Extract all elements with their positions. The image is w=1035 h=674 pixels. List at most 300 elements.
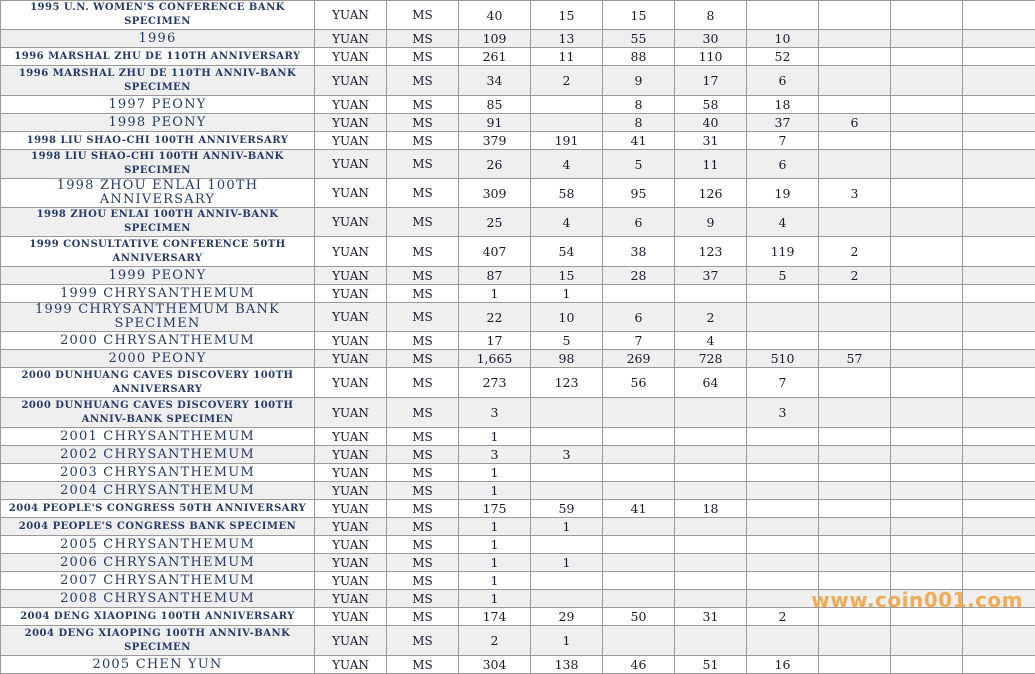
- coin-name-cell: 2000 DUNHUANG CAVES DISCOVERY 100TH ANNIV-BANK SPECIMEN: [1, 398, 315, 428]
- table-row: [1, 368, 1035, 398]
- count-cell: 4: [675, 332, 747, 350]
- table-row: [1, 518, 1035, 536]
- count-cell: [891, 518, 963, 536]
- empty-cell: [963, 48, 1035, 66]
- table-row: [1, 572, 1035, 590]
- count-cell: 5: [531, 332, 603, 350]
- grade-type-cell: MS: [387, 96, 459, 114]
- count-cell: 17: [459, 332, 531, 350]
- count-cell: [819, 48, 891, 66]
- grade-type-cell: MS: [387, 536, 459, 554]
- empty-cell: [963, 208, 1035, 237]
- grade-type-cell: MS: [387, 237, 459, 267]
- unit-cell: YUAN: [315, 464, 387, 482]
- unit-cell: YUAN: [315, 114, 387, 132]
- count-cell: 123: [531, 368, 603, 398]
- grade-type-cell: MS: [387, 368, 459, 398]
- table-row: [1, 132, 1035, 150]
- table-row: [1, 332, 1035, 350]
- count-cell: [675, 590, 747, 608]
- count-cell: [747, 536, 819, 554]
- table-row: [1, 500, 1035, 518]
- count-cell: [819, 150, 891, 179]
- count-cell: 13: [531, 30, 603, 48]
- count-cell: 10: [531, 303, 603, 332]
- count-cell: 28: [603, 267, 675, 285]
- count-cell: 85: [459, 96, 531, 114]
- empty-cell: [963, 179, 1035, 208]
- count-cell: 3: [531, 446, 603, 464]
- count-cell: [603, 464, 675, 482]
- count-cell: [603, 554, 675, 572]
- count-cell: [531, 428, 603, 446]
- count-cell: 6: [603, 208, 675, 237]
- grade-type-cell: MS: [387, 572, 459, 590]
- unit-cell: YUAN: [315, 267, 387, 285]
- count-cell: [747, 428, 819, 446]
- count-cell: [819, 554, 891, 572]
- table-row: [1, 114, 1035, 132]
- count-cell: [603, 398, 675, 428]
- unit-cell: YUAN: [315, 368, 387, 398]
- count-cell: 40: [675, 114, 747, 132]
- grade-type-cell: MS: [387, 132, 459, 150]
- count-cell: 407: [459, 237, 531, 267]
- coin-name-cell: 2005 CHEN YUN: [1, 656, 315, 674]
- count-cell: [819, 208, 891, 237]
- count-cell: 11: [675, 150, 747, 179]
- count-cell: 6: [747, 150, 819, 179]
- count-cell: 175: [459, 500, 531, 518]
- count-cell: [747, 572, 819, 590]
- count-cell: 8: [603, 114, 675, 132]
- count-cell: 1: [531, 626, 603, 656]
- empty-cell: [963, 500, 1035, 518]
- empty-cell: [963, 350, 1035, 368]
- coin-name-cell: 1996: [1, 30, 315, 48]
- unit-cell: YUAN: [315, 500, 387, 518]
- count-cell: [819, 30, 891, 48]
- count-cell: 55: [603, 30, 675, 48]
- count-cell: [531, 96, 603, 114]
- count-cell: [891, 554, 963, 572]
- count-cell: [891, 350, 963, 368]
- count-cell: 87: [459, 267, 531, 285]
- unit-cell: YUAN: [315, 1, 387, 30]
- count-cell: [819, 518, 891, 536]
- coin-name-cell: 2004 PEOPLE'S CONGRESS BANK SPECIMEN: [1, 518, 315, 536]
- unit-cell: YUAN: [315, 30, 387, 48]
- count-cell: 2: [747, 608, 819, 626]
- count-cell: [747, 464, 819, 482]
- count-cell: [891, 332, 963, 350]
- count-cell: 269: [603, 350, 675, 368]
- unit-cell: YUAN: [315, 536, 387, 554]
- count-cell: [819, 464, 891, 482]
- count-cell: 37: [747, 114, 819, 132]
- grade-type-cell: MS: [387, 1, 459, 30]
- count-cell: 2: [675, 303, 747, 332]
- empty-cell: [963, 656, 1035, 674]
- count-cell: 4: [747, 208, 819, 237]
- count-cell: [819, 428, 891, 446]
- count-cell: [891, 572, 963, 590]
- count-cell: [747, 500, 819, 518]
- coin-name-cell: 1998 LIU SHAO-CHI 100TH ANNIV-BANK SPECIMEN: [1, 150, 315, 179]
- table-row: [1, 48, 1035, 66]
- count-cell: 123: [675, 237, 747, 267]
- count-cell: [531, 536, 603, 554]
- count-cell: [891, 303, 963, 332]
- count-cell: 3: [747, 398, 819, 428]
- grade-type-cell: MS: [387, 554, 459, 572]
- unit-cell: YUAN: [315, 590, 387, 608]
- count-cell: [819, 285, 891, 303]
- table-row: [1, 446, 1035, 464]
- grade-type-cell: MS: [387, 626, 459, 656]
- count-cell: 26: [459, 150, 531, 179]
- table-row: [1, 303, 1035, 332]
- count-cell: [819, 1, 891, 30]
- count-cell: 9: [675, 208, 747, 237]
- count-cell: 6: [747, 66, 819, 96]
- count-cell: [603, 446, 675, 464]
- count-cell: [603, 518, 675, 536]
- count-cell: 58: [675, 96, 747, 114]
- count-cell: 91: [459, 114, 531, 132]
- table-row: [1, 428, 1035, 446]
- count-cell: 54: [531, 237, 603, 267]
- coin-name-cell: 1999 CHRYSANTHEMUM: [1, 285, 315, 303]
- empty-cell: [963, 464, 1035, 482]
- grade-type-cell: MS: [387, 114, 459, 132]
- table-row: [1, 30, 1035, 48]
- count-cell: [891, 237, 963, 267]
- count-cell: 16: [747, 656, 819, 674]
- count-cell: 1: [459, 482, 531, 500]
- unit-cell: YUAN: [315, 572, 387, 590]
- grade-type-cell: MS: [387, 30, 459, 48]
- count-cell: 261: [459, 48, 531, 66]
- count-cell: 379: [459, 132, 531, 150]
- table-row: [1, 179, 1035, 208]
- count-cell: [675, 536, 747, 554]
- coin-name-cell: 2008 CHRYSANTHEMUM: [1, 590, 315, 608]
- grade-type-cell: MS: [387, 500, 459, 518]
- empty-cell: [963, 303, 1035, 332]
- count-cell: 95: [603, 179, 675, 208]
- count-cell: 1: [531, 518, 603, 536]
- count-cell: [891, 536, 963, 554]
- unit-cell: YUAN: [315, 350, 387, 368]
- count-cell: 1: [531, 285, 603, 303]
- empty-cell: [963, 482, 1035, 500]
- count-cell: [819, 572, 891, 590]
- unit-cell: YUAN: [315, 554, 387, 572]
- empty-cell: [963, 237, 1035, 267]
- table-row: [1, 464, 1035, 482]
- count-cell: [819, 626, 891, 656]
- count-cell: 10: [747, 30, 819, 48]
- count-cell: [819, 132, 891, 150]
- empty-cell: [963, 428, 1035, 446]
- empty-cell: [963, 150, 1035, 179]
- grade-type-cell: MS: [387, 446, 459, 464]
- count-cell: 11: [531, 48, 603, 66]
- empty-cell: [963, 132, 1035, 150]
- count-cell: 34: [459, 66, 531, 96]
- coin-name-cell: 1999 CONSULTATIVE CONFERENCE 50TH ANNIVERSARY: [1, 237, 315, 267]
- unit-cell: YUAN: [315, 518, 387, 536]
- count-cell: 7: [747, 368, 819, 398]
- count-cell: [891, 626, 963, 656]
- table-row: [1, 267, 1035, 285]
- table-row: [1, 285, 1035, 303]
- count-cell: [675, 626, 747, 656]
- count-cell: [603, 590, 675, 608]
- count-cell: 31: [675, 132, 747, 150]
- site-watermark: www.coin001.com: [811, 588, 1023, 612]
- count-cell: 57: [819, 350, 891, 368]
- count-cell: [891, 500, 963, 518]
- coin-name-cell: 2003 CHRYSANTHEMUM: [1, 464, 315, 482]
- count-cell: [603, 482, 675, 500]
- count-cell: [891, 132, 963, 150]
- grade-type-cell: MS: [387, 179, 459, 208]
- grade-type-cell: MS: [387, 590, 459, 608]
- count-cell: 1: [459, 428, 531, 446]
- count-cell: 2: [531, 66, 603, 96]
- count-cell: [819, 368, 891, 398]
- count-cell: [891, 398, 963, 428]
- count-cell: [891, 428, 963, 446]
- count-cell: 40: [459, 1, 531, 30]
- grade-type-cell: MS: [387, 267, 459, 285]
- count-cell: [819, 656, 891, 674]
- count-cell: [819, 332, 891, 350]
- count-cell: [531, 482, 603, 500]
- count-cell: [675, 285, 747, 303]
- count-cell: 31: [675, 608, 747, 626]
- table-row: [1, 350, 1035, 368]
- count-cell: 4: [531, 208, 603, 237]
- empty-cell: [963, 332, 1035, 350]
- grade-type-cell: MS: [387, 66, 459, 96]
- grade-type-cell: MS: [387, 518, 459, 536]
- grade-type-cell: MS: [387, 656, 459, 674]
- count-cell: [603, 572, 675, 590]
- count-cell: [891, 66, 963, 96]
- table-row: [1, 96, 1035, 114]
- count-cell: 126: [675, 179, 747, 208]
- count-cell: [891, 208, 963, 237]
- count-cell: [531, 398, 603, 428]
- count-cell: [747, 518, 819, 536]
- unit-cell: YUAN: [315, 446, 387, 464]
- count-cell: [675, 464, 747, 482]
- empty-cell: [963, 66, 1035, 96]
- count-cell: 46: [603, 656, 675, 674]
- coin-name-cell: 1996 MARSHAL ZHU DE 110TH ANNIV-BANK SPECIMEN: [1, 66, 315, 96]
- count-cell: 1: [459, 464, 531, 482]
- count-cell: [603, 626, 675, 656]
- count-cell: [891, 656, 963, 674]
- count-cell: 41: [603, 500, 675, 518]
- coin-name-cell: 2004 DENG XIAOPING 100TH ANNIVERSARY: [1, 608, 315, 626]
- table-row: [1, 150, 1035, 179]
- count-cell: 41: [603, 132, 675, 150]
- count-cell: 8: [603, 96, 675, 114]
- coin-name-cell: 2005 CHRYSANTHEMUM: [1, 536, 315, 554]
- count-cell: [819, 66, 891, 96]
- grade-type-cell: MS: [387, 332, 459, 350]
- count-cell: [891, 96, 963, 114]
- count-cell: 30: [675, 30, 747, 48]
- count-cell: 109: [459, 30, 531, 48]
- count-cell: 138: [531, 656, 603, 674]
- count-cell: 22: [459, 303, 531, 332]
- count-cell: [747, 285, 819, 303]
- count-cell: [891, 267, 963, 285]
- count-cell: [675, 446, 747, 464]
- count-cell: 51: [675, 656, 747, 674]
- coin-name-cell: 1996 MARSHAL ZHU DE 110TH ANNIVERSARY: [1, 48, 315, 66]
- count-cell: 9: [603, 66, 675, 96]
- count-cell: 2: [819, 267, 891, 285]
- empty-cell: [963, 114, 1035, 132]
- count-cell: 1: [531, 554, 603, 572]
- empty-cell: [963, 536, 1035, 554]
- unit-cell: YUAN: [315, 626, 387, 656]
- coin-name-cell: 1997 PEONY: [1, 96, 315, 114]
- empty-cell: [963, 96, 1035, 114]
- count-cell: [603, 428, 675, 446]
- count-cell: 1: [459, 518, 531, 536]
- count-cell: [819, 482, 891, 500]
- empty-cell: [963, 626, 1035, 656]
- count-cell: [891, 285, 963, 303]
- count-cell: 3: [459, 446, 531, 464]
- count-cell: 510: [747, 350, 819, 368]
- count-cell: [891, 114, 963, 132]
- empty-cell: [963, 30, 1035, 48]
- count-cell: [819, 446, 891, 464]
- count-cell: 8: [675, 1, 747, 30]
- count-cell: [747, 1, 819, 30]
- count-cell: 3: [459, 398, 531, 428]
- count-cell: 15: [531, 267, 603, 285]
- count-cell: 50: [603, 608, 675, 626]
- coin-name-cell: 1998 PEONY: [1, 114, 315, 132]
- coin-name-cell: 2007 CHRYSANTHEMUM: [1, 572, 315, 590]
- count-cell: [891, 150, 963, 179]
- empty-cell: [963, 518, 1035, 536]
- count-cell: [819, 96, 891, 114]
- unit-cell: YUAN: [315, 428, 387, 446]
- count-cell: 15: [531, 1, 603, 30]
- coin-name-cell: 2000 PEONY: [1, 350, 315, 368]
- count-cell: 2: [819, 237, 891, 267]
- count-cell: [819, 500, 891, 518]
- unit-cell: YUAN: [315, 48, 387, 66]
- count-cell: 6: [603, 303, 675, 332]
- count-cell: 1,665: [459, 350, 531, 368]
- empty-cell: [963, 285, 1035, 303]
- unit-cell: YUAN: [315, 332, 387, 350]
- count-cell: 174: [459, 608, 531, 626]
- unit-cell: YUAN: [315, 237, 387, 267]
- coin-name-cell: 2004 DENG XIAOPING 100TH ANNIV-BANK SPECIMEN: [1, 626, 315, 656]
- count-cell: 7: [603, 332, 675, 350]
- grade-type-cell: MS: [387, 150, 459, 179]
- grade-type-cell: MS: [387, 285, 459, 303]
- count-cell: 6: [819, 114, 891, 132]
- unit-cell: YUAN: [315, 608, 387, 626]
- count-cell: [531, 114, 603, 132]
- count-cell: 29: [531, 608, 603, 626]
- coin-name-cell: 2002 CHRYSANTHEMUM: [1, 446, 315, 464]
- unit-cell: YUAN: [315, 656, 387, 674]
- count-cell: 19: [747, 179, 819, 208]
- count-cell: 38: [603, 237, 675, 267]
- empty-cell: [963, 554, 1035, 572]
- count-cell: 18: [675, 500, 747, 518]
- unit-cell: YUAN: [315, 482, 387, 500]
- count-cell: [747, 482, 819, 500]
- unit-cell: YUAN: [315, 96, 387, 114]
- count-cell: [891, 482, 963, 500]
- count-cell: 5: [603, 150, 675, 179]
- grade-type-cell: MS: [387, 208, 459, 237]
- coin-name-cell: 2006 CHRYSANTHEMUM: [1, 554, 315, 572]
- count-cell: 1: [459, 572, 531, 590]
- unit-cell: YUAN: [315, 150, 387, 179]
- unit-cell: YUAN: [315, 285, 387, 303]
- empty-cell: [963, 446, 1035, 464]
- count-cell: [891, 368, 963, 398]
- grade-type-cell: MS: [387, 482, 459, 500]
- count-cell: [747, 626, 819, 656]
- count-cell: 1: [459, 554, 531, 572]
- count-cell: 17: [675, 66, 747, 96]
- count-cell: 5: [747, 267, 819, 285]
- count-cell: 4: [531, 150, 603, 179]
- unit-cell: YUAN: [315, 132, 387, 150]
- coin-name-cell: 2000 CHRYSANTHEMUM: [1, 332, 315, 350]
- grade-type-cell: MS: [387, 303, 459, 332]
- coin-name-cell: 1999 PEONY: [1, 267, 315, 285]
- count-cell: 2: [459, 626, 531, 656]
- table-row: [1, 626, 1035, 656]
- count-cell: 191: [531, 132, 603, 150]
- table-row: [1, 66, 1035, 96]
- table-row: [1, 554, 1035, 572]
- count-cell: [675, 554, 747, 572]
- table-row: [1, 208, 1035, 237]
- coin-name-cell: 1998 ZHOU ENLAI 100TH ANNIVERSARY: [1, 179, 315, 208]
- count-cell: 59: [531, 500, 603, 518]
- count-cell: 309: [459, 179, 531, 208]
- coin-name-cell: 2000 DUNHUANG CAVES DISCOVERY 100TH ANNIVERSARY: [1, 368, 315, 398]
- count-cell: [675, 518, 747, 536]
- empty-cell: [963, 267, 1035, 285]
- count-cell: [891, 179, 963, 208]
- coin-name-cell: 2004 PEOPLE'S CONGRESS 50TH ANNIVERSARY: [1, 500, 315, 518]
- count-cell: 1: [459, 536, 531, 554]
- count-cell: 37: [675, 267, 747, 285]
- count-cell: 64: [675, 368, 747, 398]
- coin-name-cell: 2001 CHRYSANTHEMUM: [1, 428, 315, 446]
